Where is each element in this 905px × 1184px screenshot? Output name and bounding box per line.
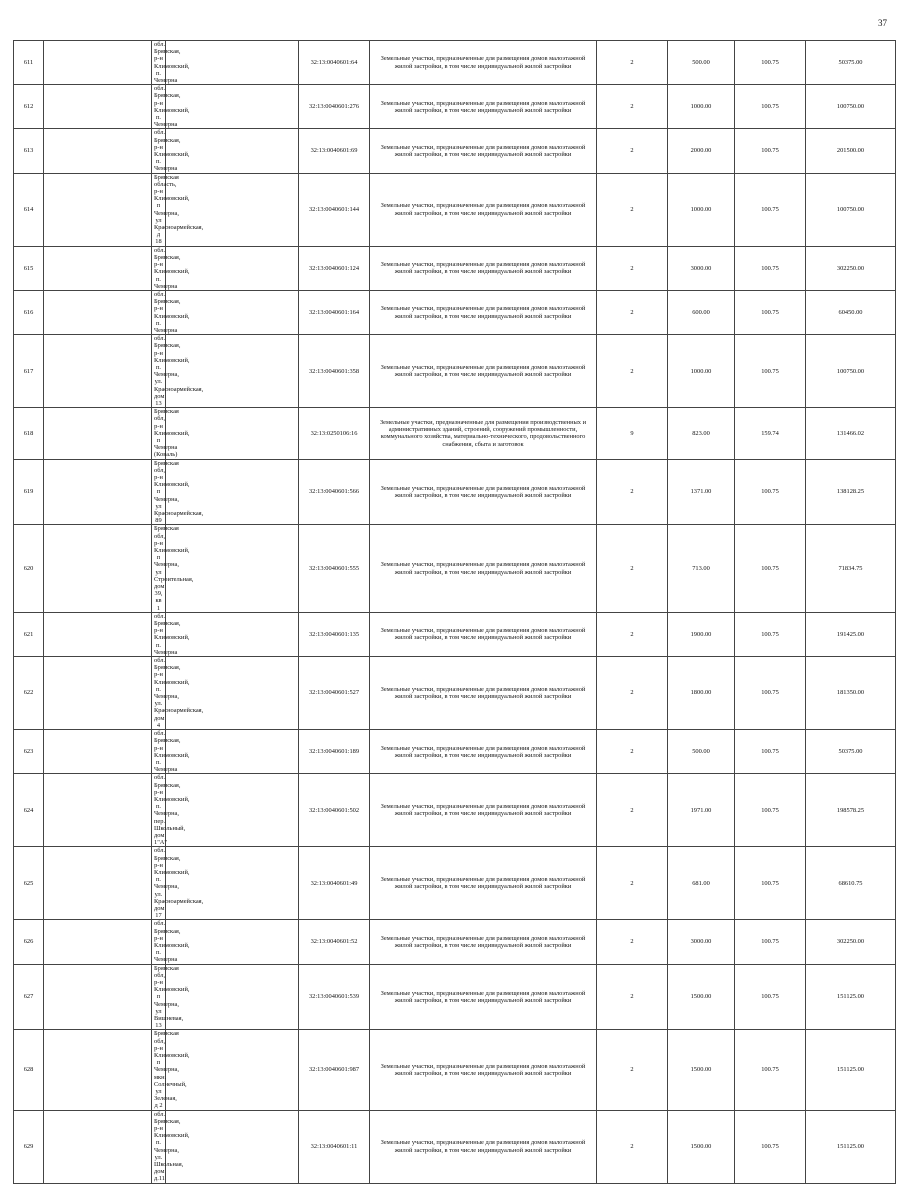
address-cell: обл. Брянская, р-н Климовский, п. Чемерна, ул. Красноармейская, дом 17	[152, 847, 166, 920]
cadastral-number-cell: 32:13:0040601:539	[299, 964, 370, 1030]
empty-cell	[44, 774, 152, 847]
area-cell: 1900.00	[668, 612, 735, 656]
group-number-cell: 2	[597, 246, 668, 290]
address-cell: обл. Брянская, р-н Климовский, п. Чемерна	[152, 612, 166, 656]
cadastral-value-cell: 71834.75	[806, 525, 896, 612]
cadastral-value-cell: 100750.00	[806, 335, 896, 408]
empty-cell	[166, 525, 299, 612]
empty-cell	[44, 246, 152, 290]
address-cell: обл. Брянская, р-н Климовский, п. Чемерна, ул. Красноармейская, дом 13	[152, 335, 166, 408]
cadastral-value-cell: 131466.02	[806, 408, 896, 459]
cadastral-value-cell: 100750.00	[806, 85, 896, 129]
address-cell: обл. Брянская, р-н Климовский, п. Чемерна	[152, 41, 166, 85]
specific-value-cell: 100.75	[735, 459, 806, 525]
land-use-purpose-cell: Земельные участки, предназначенные для размещения домов малоэтажной жилой застройки, в том числе индивидуальной жилой застройки	[370, 774, 597, 847]
area-cell: 681.00	[668, 847, 735, 920]
cadastral-value-cell: 191425.00	[806, 612, 896, 656]
specific-value-cell: 100.75	[735, 41, 806, 85]
table-row	[14, 41, 896, 85]
row-number-cell: 618	[14, 408, 44, 459]
cadastral-number-cell: 32:13:0040601:527	[299, 657, 370, 730]
group-number-cell: 2	[597, 612, 668, 656]
land-use-purpose-cell: Земельные участки, предназначенные для размещения домов малоэтажной жилой застройки, в том числе индивидуальной жилой застройки	[370, 246, 597, 290]
table-row	[14, 129, 896, 173]
specific-value-cell: 100.75	[735, 612, 806, 656]
group-number-cell: 2	[597, 964, 668, 1030]
cadastral-number-cell: 32:13:0040601:164	[299, 290, 370, 334]
cadastral-value-cell: 201500.00	[806, 129, 896, 173]
area-cell: 1500.00	[668, 964, 735, 1030]
row-number-cell: 614	[14, 173, 44, 246]
cadastral-value-cell: 302250.00	[806, 920, 896, 964]
address-cell: Брянская область, р-н Климовский, п Чемерна, ул Красноармейская, д 18	[152, 173, 166, 246]
land-use-purpose-cell: Земельные участки, предназначенные для размещения домов малоэтажной жилой застройки, в том числе индивидуальной жилой застройки	[370, 129, 597, 173]
area-cell: 500.00	[668, 41, 735, 85]
specific-value-cell: 100.75	[735, 920, 806, 964]
table-row	[14, 774, 896, 847]
specific-value-cell: 100.75	[735, 85, 806, 129]
empty-cell	[44, 525, 152, 612]
cadastral-value-cell: 60450.00	[806, 290, 896, 334]
cadastral-number-cell: 32:13:0040601:124	[299, 246, 370, 290]
specific-value-cell: 100.75	[735, 335, 806, 408]
cadastral-number-cell: 32:13:0040601:555	[299, 525, 370, 612]
empty-cell	[44, 408, 152, 459]
table-row	[14, 1110, 896, 1183]
specific-value-cell: 100.75	[735, 525, 806, 612]
cadastral-number-cell: 32:13:0040601:64	[299, 41, 370, 85]
empty-cell	[44, 290, 152, 334]
cadastral-value-cell: 151125.00	[806, 1030, 896, 1110]
address-cell: Брянская обл, р-н Климовский, п Чемерна, мкн. Солнечный, ул Зеленая, д 2	[152, 1030, 166, 1110]
empty-cell	[166, 964, 299, 1030]
empty-cell	[44, 847, 152, 920]
group-number-cell: 2	[597, 1030, 668, 1110]
land-use-purpose-cell: Земельные участки, предназначенные для размещения домов малоэтажной жилой застройки, в том числе индивидуальной жилой застройки	[370, 920, 597, 964]
area-cell: 1371.00	[668, 459, 735, 525]
land-use-purpose-cell: Земельные участки, предназначенные для размещения производственных и административных зданий, строений, сооружений промышленности, коммунального хозяйства, материально-технического, продовольственного снабжения, сбыта и заготовок	[370, 408, 597, 459]
specific-value-cell: 100.75	[735, 129, 806, 173]
table-body	[14, 41, 896, 1184]
land-use-purpose-cell: Земельные участки, предназначенные для размещения домов малоэтажной жилой застройки, в том числе индивидуальной жилой застройки	[370, 730, 597, 774]
specific-value-cell: 100.75	[735, 774, 806, 847]
row-number-cell: 611	[14, 41, 44, 85]
specific-value-cell: 100.75	[735, 847, 806, 920]
empty-cell	[44, 335, 152, 408]
empty-cell	[166, 657, 299, 730]
address-cell: обл. Брянская, р-н Климовский, п. Чемерна	[152, 290, 166, 334]
row-number-cell: 622	[14, 657, 44, 730]
area-cell: 600.00	[668, 290, 735, 334]
area-cell: 1000.00	[668, 173, 735, 246]
empty-cell	[44, 129, 152, 173]
specific-value-cell: 100.75	[735, 1030, 806, 1110]
area-cell: 713.00	[668, 525, 735, 612]
group-number-cell: 2	[597, 173, 668, 246]
cadastral-number-cell: 32:13:0040601:566	[299, 459, 370, 525]
page-number: 37	[878, 18, 887, 28]
empty-cell	[44, 41, 152, 85]
table-row	[14, 173, 896, 246]
land-use-purpose-cell: Земельные участки, предназначенные для размещения домов малоэтажной жилой застройки, в том числе индивидуальной жилой застройки	[370, 290, 597, 334]
cadastral-number-cell: 32:13:0250106:16	[299, 408, 370, 459]
row-number-cell: 625	[14, 847, 44, 920]
group-number-cell: 2	[597, 41, 668, 85]
group-number-cell: 2	[597, 459, 668, 525]
cadastral-number-cell: 32:13:0040601:11	[299, 1110, 370, 1183]
address-cell: обл. Брянская, р-н Климовский, п. Чемерна	[152, 129, 166, 173]
land-use-purpose-cell: Земельные участки, предназначенные для размещения домов малоэтажной жилой застройки, в том числе индивидуальной жилой застройки	[370, 173, 597, 246]
specific-value-cell: 100.75	[735, 173, 806, 246]
cadastral-number-cell: 32:13:0040601:276	[299, 85, 370, 129]
land-use-purpose-cell: Земельные участки, предназначенные для размещения домов малоэтажной жилой застройки, в том числе индивидуальной жилой застройки	[370, 612, 597, 656]
group-number-cell: 2	[597, 920, 668, 964]
address-cell: Брянская обл, р-н Климовский, п Чемерна (Коваль)	[152, 408, 166, 459]
cadastral-number-cell: 32:13:0040601:49	[299, 847, 370, 920]
area-cell: 500.00	[668, 730, 735, 774]
cadastral-value-cell: 138128.25	[806, 459, 896, 525]
table-row	[14, 335, 896, 408]
cadastral-value-cell: 302250.00	[806, 246, 896, 290]
empty-cell	[44, 964, 152, 1030]
cadastral-value-cell: 151125.00	[806, 1110, 896, 1183]
area-cell: 3000.00	[668, 920, 735, 964]
row-number-cell: 616	[14, 290, 44, 334]
empty-cell	[44, 459, 152, 525]
cadastral-number-cell: 32:13:0040601:144	[299, 173, 370, 246]
land-use-purpose-cell: Земельные участки, предназначенные для размещения домов малоэтажной жилой застройки, в том числе индивидуальной жилой застройки	[370, 657, 597, 730]
specific-value-cell: 100.75	[735, 964, 806, 1030]
table-row	[14, 920, 896, 964]
specific-value-cell: 100.75	[735, 290, 806, 334]
area-cell: 3000.00	[668, 246, 735, 290]
row-number-cell: 626	[14, 920, 44, 964]
area-cell: 1000.00	[668, 85, 735, 129]
row-number-cell: 621	[14, 612, 44, 656]
land-use-purpose-cell: Земельные участки, предназначенные для размещения домов малоэтажной жилой застройки, в том числе индивидуальной жилой застройки	[370, 41, 597, 85]
row-number-cell: 620	[14, 525, 44, 612]
specific-value-cell: 100.75	[735, 730, 806, 774]
empty-cell	[166, 774, 299, 847]
group-number-cell: 2	[597, 774, 668, 847]
empty-cell	[166, 173, 299, 246]
group-number-cell: 2	[597, 730, 668, 774]
empty-cell	[44, 657, 152, 730]
cadastral-number-cell: 32:13:0040601:135	[299, 612, 370, 656]
cadastral-number-cell: 32:13:0040601:502	[299, 774, 370, 847]
table-row	[14, 847, 896, 920]
table-row	[14, 612, 896, 656]
row-number-cell: 623	[14, 730, 44, 774]
address-cell: Брянская обл, р-н Климовский, п Чемерна, ул Строительная, дом 39, кв 1	[152, 525, 166, 612]
area-cell: 1500.00	[668, 1030, 735, 1110]
area-cell: 1500.00	[668, 1110, 735, 1183]
group-number-cell: 2	[597, 847, 668, 920]
area-cell: 1000.00	[668, 335, 735, 408]
empty-cell	[44, 1030, 152, 1110]
empty-cell	[44, 730, 152, 774]
specific-value-cell: 159.74	[735, 408, 806, 459]
land-use-purpose-cell: Земельные участки, предназначенные для размещения домов малоэтажной жилой застройки, в том числе индивидуальной жилой застройки	[370, 335, 597, 408]
area-cell: 1800.00	[668, 657, 735, 730]
empty-cell	[44, 612, 152, 656]
group-number-cell: 9	[597, 408, 668, 459]
specific-value-cell: 100.75	[735, 246, 806, 290]
row-number-cell: 612	[14, 85, 44, 129]
row-number-cell: 617	[14, 335, 44, 408]
area-cell: 1971.00	[668, 774, 735, 847]
cadastral-value-cell: 151125.00	[806, 964, 896, 1030]
address-cell: обл. Брянская, р-н Климовский, п. Чемерна, пер. Школьный, дом 1"А"	[152, 774, 166, 847]
area-cell: 2000.00	[668, 129, 735, 173]
address-cell: обл. Брянская, р-н Климовский, п. Чемерна	[152, 85, 166, 129]
empty-cell	[166, 1110, 299, 1183]
land-use-purpose-cell: Земельные участки, предназначенные для размещения домов малоэтажной жилой застройки, в том числе индивидуальной жилой застройки	[370, 1110, 597, 1183]
land-use-purpose-cell: Земельные участки, предназначенные для размещения домов малоэтажной жилой застройки, в том числе индивидуальной жилой застройки	[370, 85, 597, 129]
table-row	[14, 1030, 896, 1110]
cadastral-number-cell: 32:13:0040601:189	[299, 730, 370, 774]
land-use-purpose-cell: Земельные участки, предназначенные для размещения домов малоэтажной жилой застройки, в том числе индивидуальной жилой застройки	[370, 964, 597, 1030]
area-cell: 823.00	[668, 408, 735, 459]
land-use-purpose-cell: Земельные участки, предназначенные для размещения домов малоэтажной жилой застройки, в том числе индивидуальной жилой застройки	[370, 459, 597, 525]
address-cell: обл. Брянская, р-н Климовский, п. Чемерна, ул. Школьная, дом д.11	[152, 1110, 166, 1183]
empty-cell	[44, 173, 152, 246]
cadastral-value-table	[13, 40, 896, 1184]
empty-cell	[44, 920, 152, 964]
cadastral-value-cell: 100750.00	[806, 173, 896, 246]
cadastral-number-cell: 32:13:0040601:358	[299, 335, 370, 408]
table-row	[14, 964, 896, 1030]
land-use-purpose-cell: Земельные участки, предназначенные для размещения домов малоэтажной жилой застройки, в том числе индивидуальной жилой застройки	[370, 1030, 597, 1110]
address-cell: обл. Брянская, р-н Климовский, п. Чемерна	[152, 920, 166, 964]
group-number-cell: 2	[597, 85, 668, 129]
address-cell: Брянская обл, р-н Климовский, п Чемерна, ул Вишневая, 13	[152, 964, 166, 1030]
table-row	[14, 459, 896, 525]
cadastral-value-cell: 68610.75	[806, 847, 896, 920]
row-number-cell: 615	[14, 246, 44, 290]
cadastral-number-cell: 32:13:0040601:52	[299, 920, 370, 964]
table-row	[14, 290, 896, 334]
cadastral-value-cell: 50375.00	[806, 41, 896, 85]
land-use-purpose-cell: Земельные участки, предназначенные для размещения домов малоэтажной жилой застройки, в том числе индивидуальной жилой застройки	[370, 847, 597, 920]
empty-cell	[166, 335, 299, 408]
address-cell: обл. Брянская, р-н Климовский, п. Чемерна	[152, 730, 166, 774]
row-number-cell: 628	[14, 1030, 44, 1110]
cadastral-value-cell: 181350.00	[806, 657, 896, 730]
cadastral-number-cell: 32:13:0040601:69	[299, 129, 370, 173]
row-number-cell: 624	[14, 774, 44, 847]
row-number-cell: 629	[14, 1110, 44, 1183]
group-number-cell: 2	[597, 129, 668, 173]
table-row	[14, 730, 896, 774]
cadastral-value-cell: 198578.25	[806, 774, 896, 847]
specific-value-cell: 100.75	[735, 1110, 806, 1183]
table-row	[14, 657, 896, 730]
group-number-cell: 2	[597, 1110, 668, 1183]
group-number-cell: 2	[597, 657, 668, 730]
empty-cell	[166, 1030, 299, 1110]
group-number-cell: 2	[597, 290, 668, 334]
cadastral-number-cell: 32:13:0040601:987	[299, 1030, 370, 1110]
empty-cell	[166, 847, 299, 920]
group-number-cell: 2	[597, 525, 668, 612]
table-row	[14, 525, 896, 612]
empty-cell	[44, 85, 152, 129]
empty-cell	[44, 1110, 152, 1183]
row-number-cell: 627	[14, 964, 44, 1030]
address-cell: обл. Брянская, р-н Климовский, п. Чемерна	[152, 246, 166, 290]
cadastral-value-cell: 50375.00	[806, 730, 896, 774]
table-row	[14, 85, 896, 129]
row-number-cell: 619	[14, 459, 44, 525]
group-number-cell: 2	[597, 335, 668, 408]
specific-value-cell: 100.75	[735, 657, 806, 730]
address-cell: Брянская обл, р-н Климовский, п Чемерна, ул Красноармейская, 89	[152, 459, 166, 525]
address-cell: обл. Брянская, р-н Климовский, п. Чемерна, ул. Красноармейская, дом 4	[152, 657, 166, 730]
table-row	[14, 246, 896, 290]
table-row	[14, 408, 896, 459]
row-number-cell: 613	[14, 129, 44, 173]
land-use-purpose-cell: Земельные участки, предназначенные для размещения домов малоэтажной жилой застройки, в том числе индивидуальной жилой застройки	[370, 525, 597, 612]
